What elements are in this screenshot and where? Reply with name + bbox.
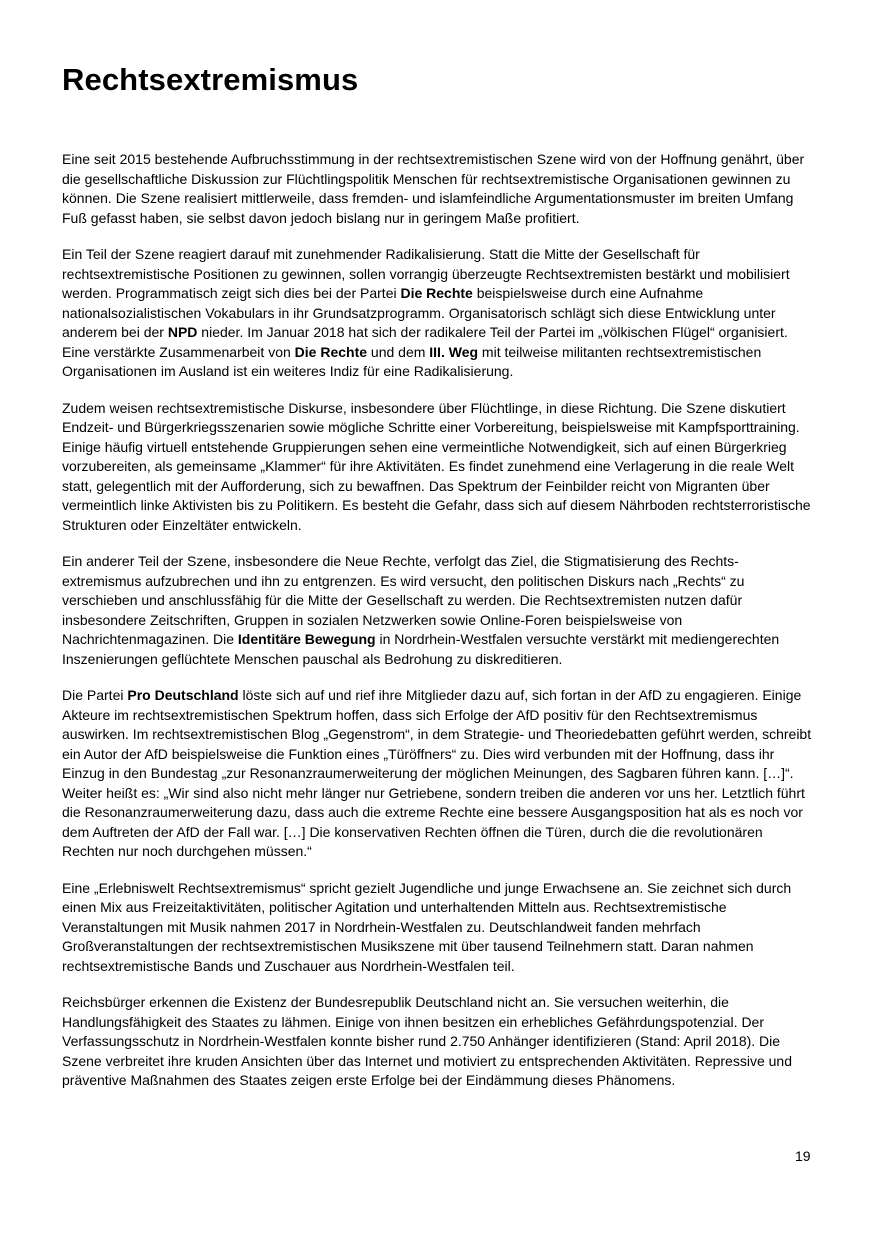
bold-term: NPD — [167, 324, 198, 340]
paragraph-7: Reichsbürger erkennen die Existenz der Bundesrepublik Deutschland nicht an. Sie versuchen weiterhin, die Handlungsfähigkeit des Staates zu lähmen. Einige von ihnen besitzen ein erhebliches Gefährdungspotenzial. Der Verfassungsschutz in Nordrhein-Westfalen konnte bisher rund 2.750 Anhänger identifizieren (Stand: April 2018). Die Szene verbreitet ihre kruden Ansichten über das Internet und motiviert zu entsprechenden Aktivitäten. Repressive und präventive Maßnahmen des Staates zeigen erste Erfolge bei der Eindämmung dieses Phänomens. — [62, 994, 792, 1088]
text-run: und dem — [367, 343, 430, 360]
text-run: mit teilweise militanten rechtsextremistischen Organisationen im Ausland ist ein weiteres Indiz für eine Radikalisierung. — [62, 343, 762, 379]
text-run: Ein anderer Teil der Szene, insbesondere die Neue Rechte, verfolgt das Ziel, die Stigmatisierung des Rechts-extremismus aufzubrechen und ihn zu entgrenzen. Es wird versucht, den politischen Diskurs nach „Rechts“ zu verschieben und anschlussfähig für die Mitte der Gesellschaft zu werden. Die Rechtsextremisten nutzen dafür insbesondere Zeitschriften, Gruppen in sozialen Netzwerken sowie Online-Foren beispielsweise von Nachrichtenmagazinen. Die — [62, 553, 745, 647]
text-run: in Nordrhein-Westfalen versuchte verstärkt mit mediengerechten Inszenierungen geflüchtete Menschen pauschal als Bedrohung zu diskreditieren. — [62, 631, 780, 667]
text-run: löste sich auf und rief ihre Mitglieder dazu auf, sich fortan in der AfD zu engagieren. Einige Akteure im rechtsextremistischen Spektrum hoffen, dass sich Erfolge der AfD positiv für den Rechtsextremismus auswirken. Im rechtsextremistischen Blog „Gegenstrom“, in dem Strategie- und Theoriedebatten geführt werden, schreibt ein Autor der AfD beispielsweise die Funktion eines „Türöffners“ zu. Dies wird verbunden mit der Hoffnung, dass ihr Einzug in den Bundestag „zur Resonanzraumerweiterung der möglichen Meinungen, des Sagbaren führen kann. […]“. Weiter heißt es: „Wir sind also nicht mehr länger nur Getriebene, sondern treiben die anderen vor uns her. Letztlich führt die Resonanzraumerweiterung dazu, dass auch die extreme Rechte eine bessere Ausgangsposition hat als es noch vor dem Auftreten der AfD der Fall war. […] Die konservativen Rechten öffnen die Türen, durch die die revolutionären Rechten nur noch durchgehen müssen.“ — [62, 687, 812, 859]
bold-term: Pro Deutschland — [127, 687, 239, 703]
page-number: 19 — [795, 1148, 811, 1164]
bold-term: Identitäre Bewegung — [237, 631, 376, 647]
text-run: beispielsweise durch eine Aufnahme nationalsozialistischen Vokabulars in ihr Grundsatzprogramm. Organisatorisch schlägt sich diese Entwicklung unter anderem bei der — [62, 285, 776, 340]
text-run: Die Partei — [62, 687, 128, 703]
paragraph-4 — [62, 552, 814, 669]
paragraph-6: Eine „Erlebniswelt Rechtsextremismus“ spricht gezielt Jugendliche und junge Erwachsene an. Sie zeichnet sich durch einen Mix aus Freizeitaktivitäten, politischer Agitation und unterhaltenden Mitteln aus. Rechtsextremistische Veranstaltungen mit Musik nahmen 2017 in Nordrhein-Westfalen zu. Deutschlandweit fanden mehrfach Großveranstaltungen der rechtsextremistischen Musikszene mit über tausend Teilnehmern statt. Daran nahmen rechtsextremistische Bands und Zuschauer aus Nordrhein-Westfalen teil. — [62, 879, 792, 974]
bold-term: Die Rechte — [400, 285, 473, 301]
body-text — [62, 150, 814, 1108]
bold-term: III. Weg — [429, 343, 479, 360]
paragraph-2 — [62, 245, 814, 382]
paragraph-5 — [62, 686, 814, 862]
bold-term: Die Rechte — [294, 343, 368, 360]
text-run: nieder. Im Januar 2018 hat sich der radikalere Teil der Partei im „völkischen Flügel“ organisiert. Eine verstärkte Zusammenarbeit von — [62, 324, 788, 360]
paragraph-3: Zudem weisen rechtsextremistische Diskurse, insbesondere über Flüchtlinge, in diese Richtung. Die Szene diskutiert Endzeit- und Bürgerkriegsszenarien sowie mögliche Schritte einer Vorbereitung, beispielsweise mit Kampfsporttraining. Einige häufig virtuell entstehende Gruppierungen sehen eine vermeintliche Notwendigkeit, sich auf einen Bürgerkrieg vorzubereiten, als gemeinsame „Klammer“ für ihre Aktivitäten. Es findet zunehmend eine Verlagerung in die reale Welt statt, gelegentlich mit der Aufforderung, sich zu bewaffnen. Das Spektrum der Feinbilder reicht von Migranten über vermeintlich linke Aktivisten bis zu Politikern. Es besteht die Gefahr, dass sich auf diesem Nährboden rechtsterroristische Strukturen oder Einzeltäter entwickeln. — [62, 399, 811, 533]
page-title: Rechtsextremismus — [62, 62, 359, 97]
paragraph-1: Eine seit 2015 bestehende Aufbruchsstimmung in der rechtsextremistischen Szene wird von der Hoffnung genährt, über die gesellschaftliche Diskussion zur Flüchtlingspolitik Menschen für rechtsextremistische Organisationen gewinnen zu können. Die Szene realisiert mittlerweile, dass fremden- und islamfeindliche Argumentationsmuster im breiten Umfang Fuß gefasst haben, sie selbst davon jedoch bislang nur in geringem Maße profitiert. — [62, 151, 805, 226]
text-run: Ein Teil der Szene reagiert darauf mit zunehmender Radikalisierung. Statt die Mitte der Gesellschaft für rechtsextremistische Positionen zu gewinnen, sollen vorrangig überzeugte Rechtsextremisten bestärkt und mobilisiert werden. Programmatisch zeigt sich dies bei der Partei — [62, 246, 790, 301]
